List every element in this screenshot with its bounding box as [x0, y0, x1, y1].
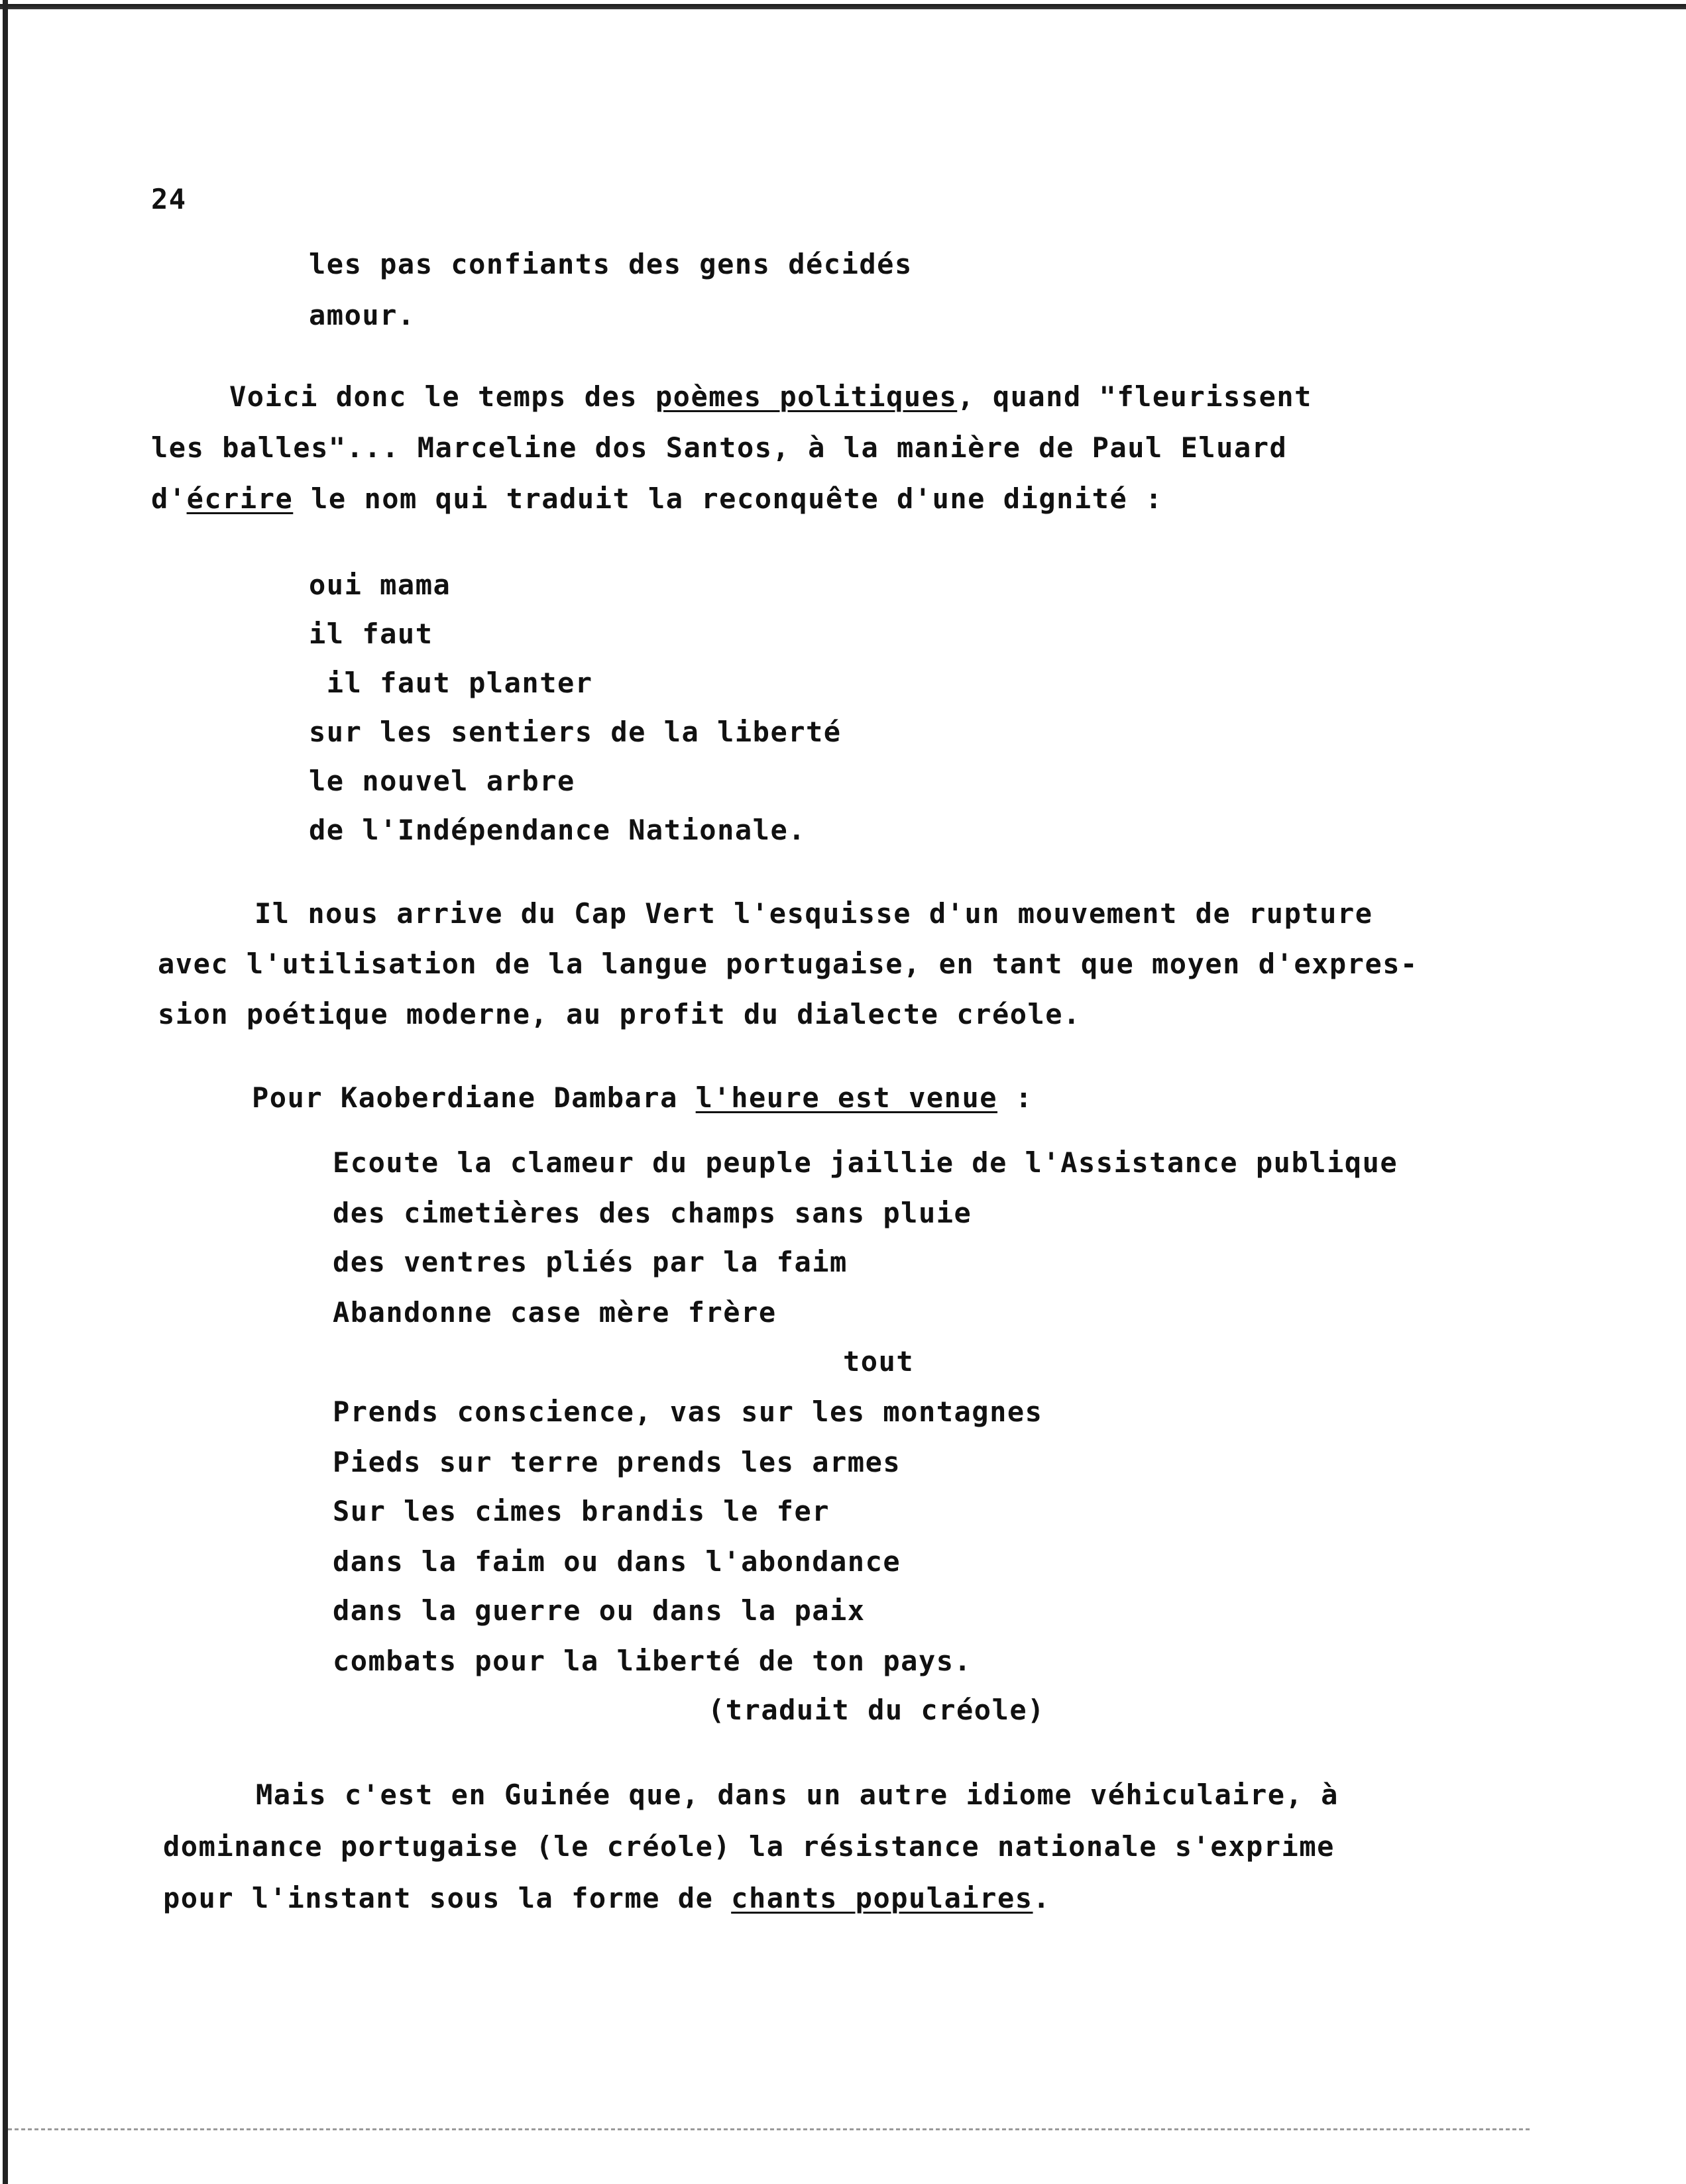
stanza1-line: les pas confiants des gens décidés [309, 248, 913, 280]
stanza3-line: des cimetières des champs sans pluie [333, 1197, 972, 1229]
stanza3-line: dans la guerre ou dans la paix [333, 1594, 866, 1627]
paragraph-line: Il nous arrive du Cap Vert l'esquisse d'un mouvement de rupture [254, 897, 1373, 930]
stanza3-line: Abandonne case mère frère [333, 1296, 777, 1329]
stanza3-line: combats pour la liberté de ton pays. [333, 1645, 972, 1677]
text-span: Pour Kaoberdiane Dambara [252, 1081, 696, 1114]
paragraph-line [163, 1884, 1050, 1912]
stanza3-line: Pieds sur terre prends les armes [333, 1446, 901, 1478]
underlined-phrase: chants populaires [731, 1882, 1033, 1914]
stanza3-line: Ecoute la clameur du peuple jaillie de l'Assistance publique [333, 1146, 1398, 1179]
paragraph-line [229, 380, 1312, 413]
stanza2-line: oui mama [309, 569, 451, 601]
underlined-phrase: poèmes politiques [655, 380, 958, 413]
text-span: pour l'instant sous la forme de [163, 1882, 732, 1914]
stanza3-line: Prends conscience, vas sur les montagnes [333, 1395, 1043, 1428]
scan-edge-left [3, 0, 8, 2184]
text-span: . [1033, 1882, 1051, 1914]
text-span: d' [151, 482, 187, 515]
stanza3-line: tout [843, 1345, 915, 1378]
underlined-word: écrire [186, 482, 294, 515]
stanza2-line: il faut planter [309, 667, 593, 699]
stanza2-line: de l'Indépendance Nationale. [309, 814, 807, 846]
text-span: le nom qui traduit la reconquête d'une dignité : [293, 482, 1163, 515]
paragraph-line: Mais c'est en Guinée que, dans un autre idiome véhiculaire, à [256, 1778, 1339, 1811]
paragraph-line [151, 482, 1163, 515]
stanza3-line: Sur les cimes brandis le fer [333, 1495, 830, 1527]
scan-edge-top [0, 4, 1686, 9]
stanza3-line: des ventres pliés par la faim [333, 1246, 848, 1278]
paragraph-line: les balles"... Marceline dos Santos, à la manière de Paul Eluard [151, 431, 1288, 464]
underlined-phrase: l'heure est venue [695, 1081, 998, 1114]
paragraph-line: sion poétique moderne, au profit du dialecte créole. [158, 998, 1081, 1030]
stanza2-line: sur les sentiers de la liberté [309, 716, 842, 748]
text-span: , quand "fleurissent [957, 380, 1312, 413]
stanza1-line: amour. [309, 299, 416, 331]
stanza3-line: dans la faim ou dans l'abondance [333, 1545, 901, 1578]
paragraph-line [252, 1081, 1033, 1114]
translation-note: (traduit du créole) [708, 1694, 1045, 1726]
page-number: 24 [151, 183, 187, 215]
paragraph-line: dominance portugaise (le créole) la résistance nationale s'exprime [163, 1830, 1335, 1863]
text-span: Voici donc le temps des [229, 380, 655, 413]
stanza2-line: il faut [309, 618, 433, 650]
paragraph-line: avec l'utilisation de la langue portugaise, en tant que moyen d'expres- [158, 948, 1418, 980]
scan-edge-bottom [8, 2128, 1532, 2130]
stanza2-line: le nouvel arbre [309, 765, 575, 797]
text-span: : [997, 1081, 1033, 1114]
